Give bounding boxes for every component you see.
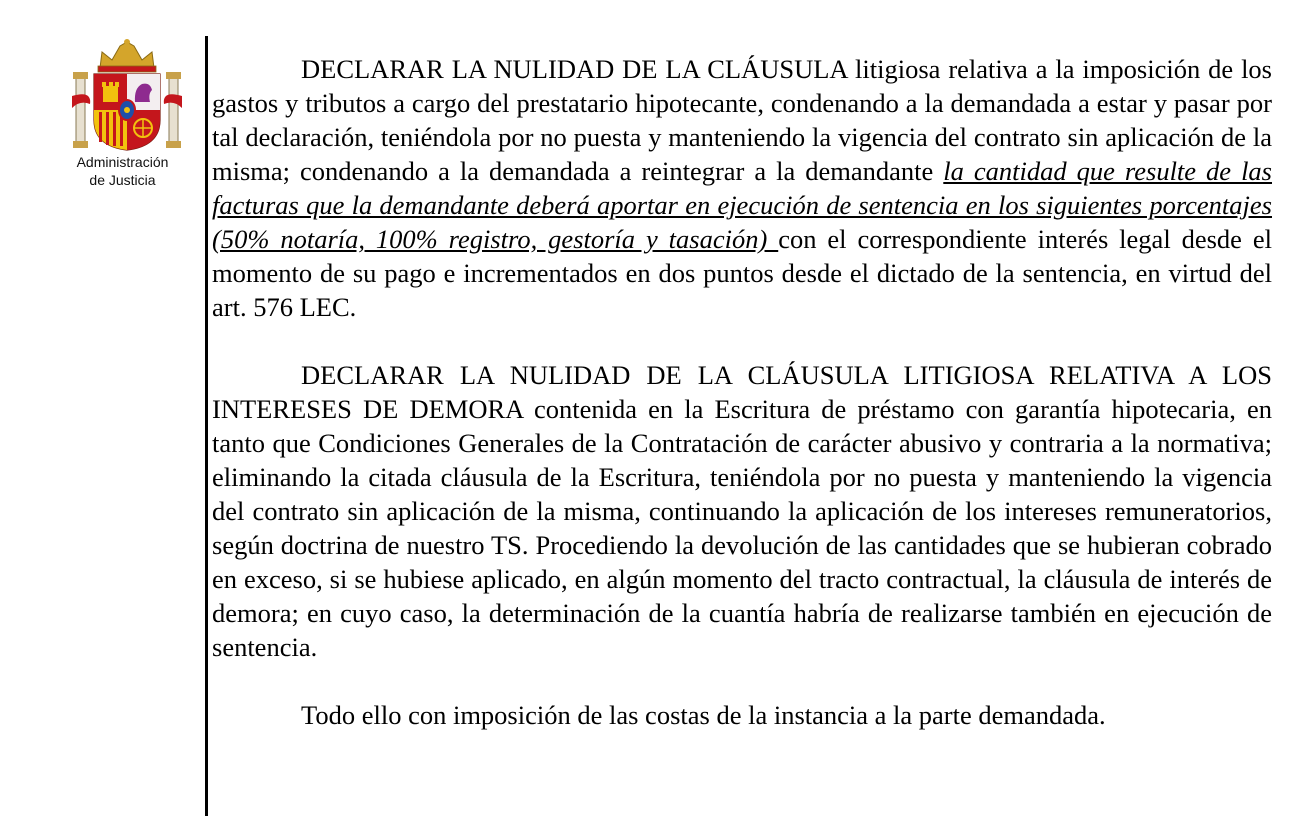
paragraph-costs-clause [212,52,1272,324]
agency-line-1: Administración [76,154,169,170]
paragraph-2-text: DECLARAR LA NULIDAD DE LA CLÁUSULA LITIGIOSA RELATIVA A LOS INTERESES DE DEMORA contenida en la Escritura de préstamo con garantía hipotecaria, en tanto que Condiciones Generales de la Contratación de carácter abusivo y contraria a la normativa; eliminando la citada cláusula de la Escritura, teniéndola por no puesta y manteniendo la vigencia del contrato sin aplicación de la misma, continuando la aplicación de los intereses remuneratorios, según doctrina de nuestro TS. Procediendo la devolución de las cantidades que se hubieran cobrado en exceso, si se hubiese aplicado, en algún momento del tracto contractual, la cláusula de interés de demora; en cuyo caso, la determinación de la cuantía habría de realizarse también en ejecución de sentencia. [212,360,1272,662]
paragraph-1-lead: DECLARAR LA NULIDAD DE LA CLÁUSULA litigiosa relativa a la imposición de los gastos y tributos a cargo del prestatario hipotecante, condenando a la demandada a estar y pasar por tal declaración, teniéndola por no puesta y manteniendo la vigencia del contrato sin aplicación de la misma; condenando a la demandada a reintegrar a la demandante [212,54,1272,186]
spanish-coat-of-arms-icon [72,38,182,154]
letterhead [0,0,205,816]
paragraph-1-tail: con el correspondiente interés legal desde el momento de su pago e incrementados en dos puntos desde el dictado de la sentencia, en virtud del art. 576 LEC. [212,224,1272,322]
agency-line-2: de Justicia [89,172,156,188]
document-body [212,52,1272,759]
paragraph-costs-imposition [212,698,1272,732]
paragraph-3-text: Todo ello con imposición de las costas de la instancia a la parte demandada. [301,700,1106,730]
paragraph-default-interest-clause [212,358,1272,664]
agency-name [60,153,185,189]
margin-rule [205,36,208,816]
paragraph-1-underlined: la cantidad que resulte de las facturas que la demandante deberá aportar en ejecución de sentencia en los siguientes porcentajes (50% notaría, 100% registro, gestoría y tasación) [212,156,1272,254]
